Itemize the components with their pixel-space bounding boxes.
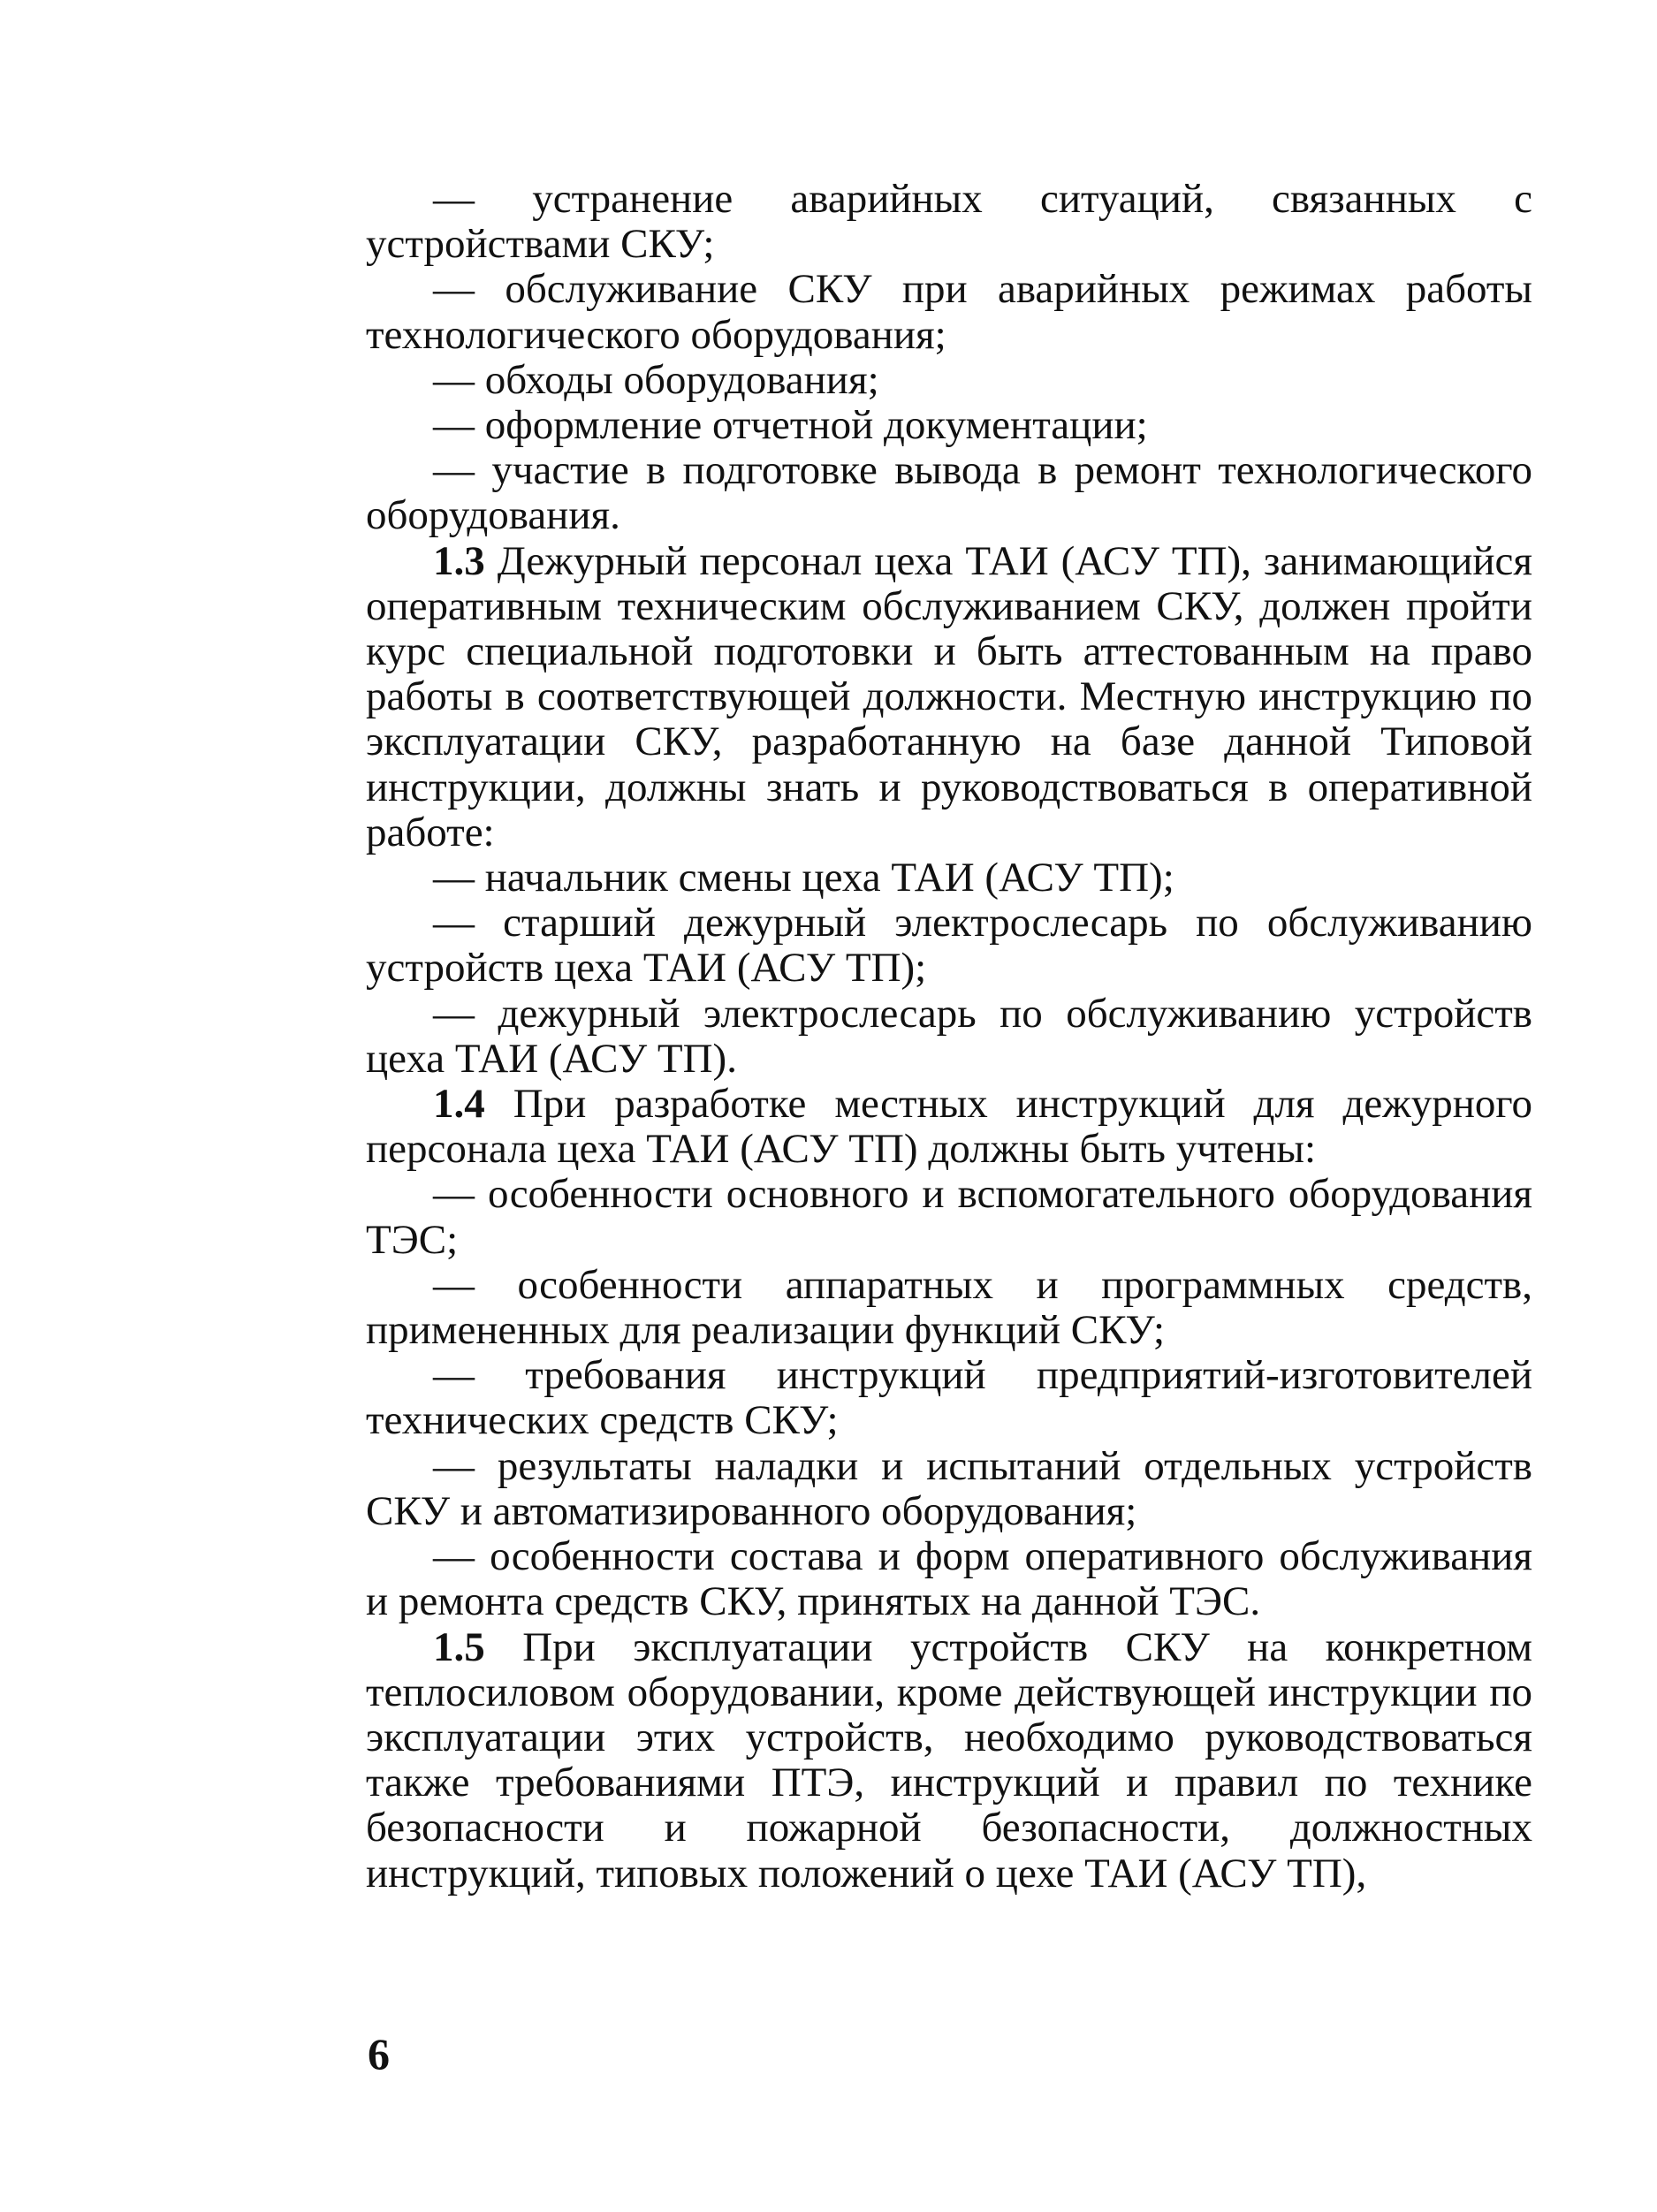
list-item: — старший дежурный электрослесарь по обслуживанию устройств цеха ТАИ (АСУ ТП);: [366, 900, 1532, 992]
list-item: — участие в подготовке вывода в ремонт технологического оборудования.: [366, 447, 1532, 539]
section-number: 1.4: [433, 1081, 485, 1128]
list-item: — особенности состава и форм оперативного обслуживания и ремонта средств СКУ, принятых на данной ТЭС.: [366, 1533, 1532, 1625]
list-item: — дежурный электрослесарь по обслуживанию устройств цеха ТАИ (АСУ ТП).: [366, 990, 1532, 1082]
list-item: — устранение аварийных ситуаций, связанных с устройствами СКУ;: [366, 176, 1532, 268]
section-paragraph: 1.4 При разработке местных инструкций для дежурного персонала цеха ТАИ (АСУ ТП) должны быть учтены:: [366, 1081, 1532, 1173]
page-number: 6: [368, 2029, 390, 2079]
section-paragraph: 1.3 Дежурный персонал цеха ТАИ (АСУ ТП), занимающийся оперативным техническим обслуживанием СКУ, должен пройти курс специальной подготовки и быть аттестованным на право работы в соответствующей должности. Местную инструкцию по эксплуатации СКУ, разработанную на базе данной Типовой инструкции, должны знать и руководствоваться в оперативной работе:: [366, 537, 1532, 855]
list-item: — результаты наладки и испытаний отдельных устройств СКУ и автоматизированного оборудования;: [366, 1442, 1532, 1534]
body-text: [366, 177, 1532, 1897]
list-item: — начальник смены цеха ТАИ (АСУ ТП);: [433, 855, 1174, 901]
list-item: — обслуживание СКУ при аварийных режимах работы технологического оборудования;: [366, 266, 1532, 358]
list-item: — требования инструкций предприятий-изготовителей технических средств СКУ;: [366, 1352, 1532, 1444]
list-item: — обходы оборудования;: [433, 356, 879, 403]
list-item: — особенности аппаратных и программных средств, примененных для реализации функций СКУ;: [366, 1261, 1532, 1354]
section-paragraph: 1.5 При эксплуатации устройств СКУ на конкретном теплосиловом оборудовании, кроме действующей инструкции по эксплуатации этих устройств, необходимо руководствоваться также требованиями ПТЭ, инструкций и правил по технике безопасности и пожарной безопасности, должностных инструкций, типовых положений о цехе ТАИ (АСУ ТП),: [366, 1623, 1532, 1897]
section-number: 1.3: [433, 537, 485, 584]
list-item: — особенности основного и вспомогательного оборудования ТЭС;: [366, 1171, 1532, 1263]
list-item: — оформление отчетной документации;: [433, 402, 1148, 449]
section-number: 1.5: [433, 1623, 485, 1670]
